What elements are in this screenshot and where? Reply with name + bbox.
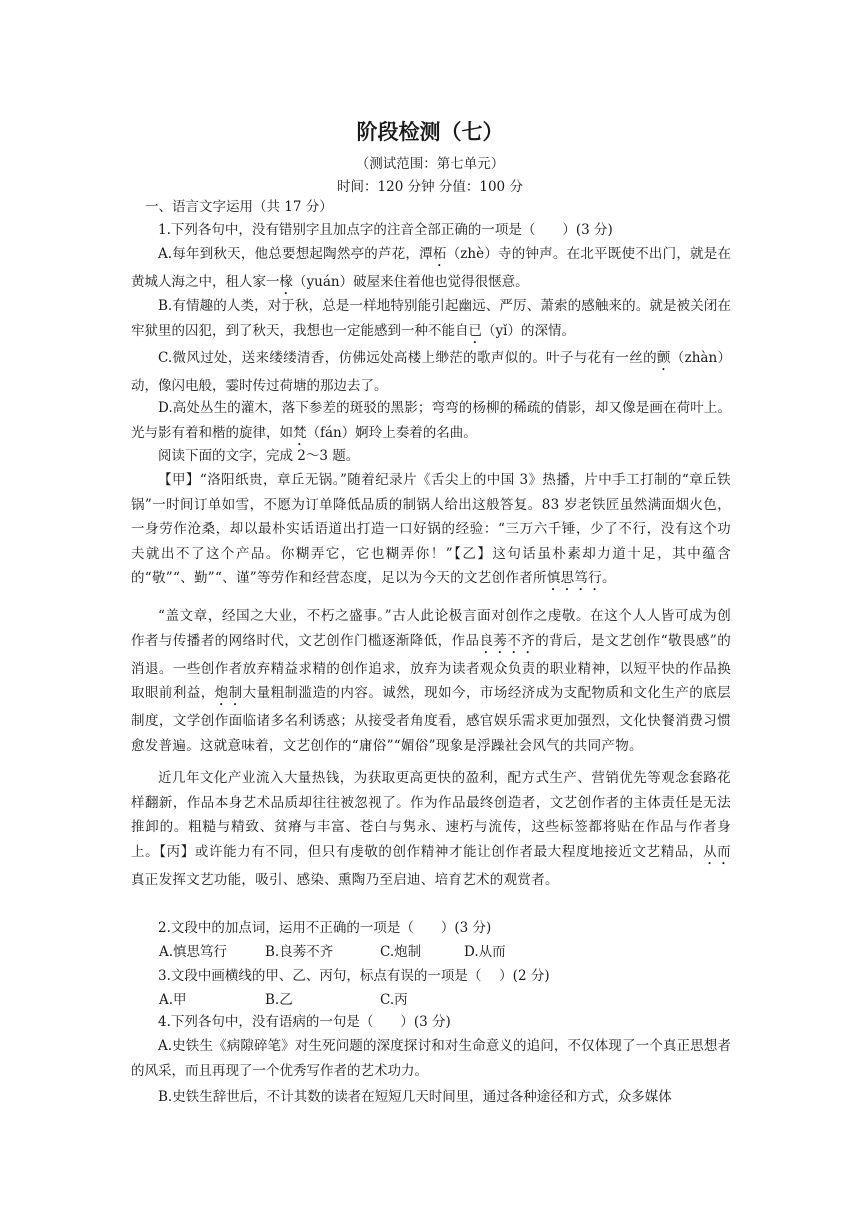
q2-option: B.良莠不齐 (265, 944, 334, 960)
reading-intro: 阅读下面的文字，完成 2～3 题。 (158, 448, 360, 464)
test-scope: （测试范围：第七单元） (355, 156, 505, 172)
dotted-char: 椽 (279, 274, 293, 290)
q2-options (159, 940, 506, 965)
section-heading: 一、语言文字运用（共 17 分） (145, 199, 333, 215)
q3-option: C.丙 (380, 992, 408, 1008)
q1-option-c: C.微风过处，送来缕缕清香，仿佛远处高楼上缈茫的歌声似的。叶子与花有一丝的颤（zhàn）动，像闪电般，霎时传过荷塘的那边去了。 (131, 350, 731, 394)
q1-option-b: B.有情趣的人类，对于秋，总是一样地特别能引起幽远、严厉、萧索的感触来的。就是被关闭在牢狱里的囚犯，到了秋天，我想也一定能感到一种不能自已（yǐ）的深情。 (131, 298, 731, 339)
dotted-word: 良莠不齐 (479, 632, 536, 649)
q1-stem: 1.下列各句中，没有错别字且加点字的注音全部正确的一项是（ ）(3 分) (158, 222, 613, 238)
passage-paragraph-2: “盖文章，经国之大业，不朽之盛事。”古人此论极言面对创作之虔敬。在这个人人皆可成为创作者与传播者的网络时代，文艺创作门槛逐渐降低，作品良莠不齐的背后，是文艺创作“敬畏感”的消退。一些创作者放弃精益求精的创作追求，放弃为读者观众负责的职业精神，以短平快的作品换取眼前利益，炮制大量粗制滥造的内容。诚然，现如今，市场经济成为支配物质和文化生产的底层制度，文学创作面临诸多名利诱惑；从接受者角度看，感官娱乐需求更加强烈，文化快餐消费习惯愈发普遍。这就意味着，文艺创作的“庸俗”“媚俗”现象是浮躁社会风气的共同产物。 (131, 608, 732, 754)
passage-paragraph-3: 近几年文化产业流入大量热钱，为获取更高更快的盈利，配方式生产、营销优先等观念套路花样翻新，作品本身艺术品质却往往被忽视了。作为作品最终创造者，文艺创作者的主体责任是无法推卸的。粗糙与精致、贫瘠与丰富、苍白与隽永、速朽与流传，这些标签都将贴在作品与作者身上。【丙】或许能力有不同，但只有虔敬的创作精神才能让创作者最大程度地接近文艺精品，从而真正发挥文艺功能，吸引、感染、熏陶乃至启迪、培育艺术的观赏者。 (131, 770, 731, 888)
dotted-char: 梵 (293, 425, 307, 441)
q2-option: A.慎思笃行 (159, 944, 228, 960)
q2-option: C.炮制 (380, 944, 422, 960)
time-and-score: 时间：120 分钟 分值：100 分 (337, 179, 523, 195)
q2-stem: 2.文段中的加点词，运用不正确的一项是（ ）(3 分) (158, 920, 492, 936)
dotted-char: 已 (468, 323, 482, 339)
q4-option-b: B.史铁生辞世后，不计其数的读者在短短几天时间里，通过各种途径和方式，众多媒体 (158, 1089, 672, 1105)
dotted-char: 柘 (432, 246, 447, 262)
q3-option: A.甲 (159, 992, 187, 1008)
dotted-word: 慎思笃行 (546, 570, 603, 586)
passage-paragraph-1: 【甲】“洛阳纸贵，章丘无锅。”随着纪录片《舌尖上的中国 3》热播，片中手工打制的“章丘铁锅”一时间订单如雪，不愿为订单降低品质的制锅人给出这般答复。83 岁老铁匠虽然满面烟火色，一身劳作沧桑，却以最朴实话语道出打造一口好锅的经验：“三万六千锤，少了不行，没有这个功夫就出不了这个产品。你糊弄它，它也糊弄你！”【乙】这句话虽朴素却力道十足，其中蕴含的“敬”“、勤”“、谨”等劳作和经营态度，足以为今天的文艺创作者所慎思笃行。 (131, 472, 731, 586)
q3-option: B.乙 (265, 992, 293, 1008)
q4-stem: 4.下列各句中，没有语病的一句是（ ）(3 分) (158, 1014, 451, 1030)
q2-option: D.从而 (464, 944, 506, 960)
page-title: 阶段检测（七） (356, 120, 504, 144)
q3-stem: 3.文段中画横线的甲、乙、丙句，标点有误的一项是（ ）(2 分) (158, 968, 550, 984)
dotted-char: 颤 (656, 350, 671, 366)
dotted-word: 炮制 (214, 685, 243, 701)
dotted-word: 从而 (703, 843, 731, 860)
q1-option-a: A.每年到秋天，他总要想起陶然亭的芦花，潭柘（zhè）寺的钟声。在北平既使不出门，就是在黄城人海之中，租人家一椽（yuán）破屋来住着他也觉得很惬意。 (131, 246, 732, 290)
q4-option-a: A.史铁生《病隙碎笔》对生死问题的深度探讨和对生命意义的追问，不仅体现了一个真正思想者的风采，而且再现了一个优秀写作者的艺术功力。 (131, 1038, 731, 1079)
q1-option-d: D.高处丛生的灌木，落下参差的斑驳的黑影；弯弯的杨柳的稀疏的倩影，却又像是画在荷叶上。光与影有着和楷的旋律，如梵（fán）婀玲上奏着的名曲。 (131, 400, 731, 441)
